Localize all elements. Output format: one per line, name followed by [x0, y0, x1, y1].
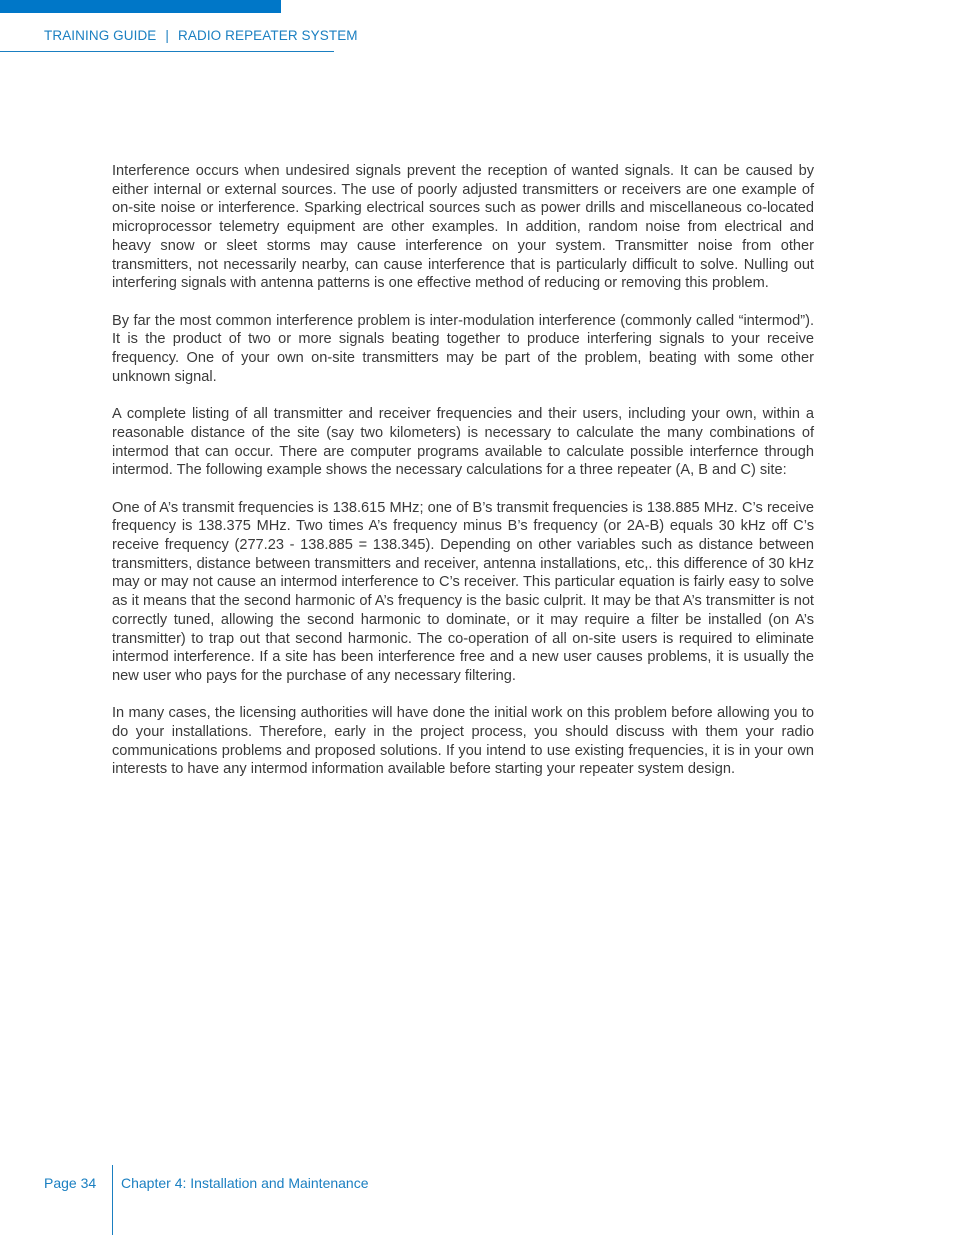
header-rule: [0, 51, 334, 52]
body-text: [112, 162, 814, 798]
running-header: [44, 28, 358, 43]
chapter-title: Chapter 4: Installation and Maintenance: [121, 1175, 369, 1191]
paragraph-interference-intro: Interference occurs when undesired signals prevent the reception of wanted signals. It can be caused by either internal or external sources. The use of poorly adjusted transmitters or receivers are one example of on-site noise or interference. Sparking electrical sources such as power drills and miscellaneous co-located microprocessor telemetry equipment are other examples. In addition, random noise from electrical and heavy snow or sleet storms may cause interference on your system. Transmitter noise from other transmitters, not necessarily nearby, can cause interference that is particularly difficult to solve. Nulling out interfering signals with antenna patterns is one effective method of reducing or removing this problem.: [112, 163, 814, 292]
page-number: Page 34: [44, 1175, 97, 1191]
paragraph-intermod: By far the most common interference problem is inter-modulation interference (commonly called “intermod”). It is the product of two or more signals beating together to produce interfering signals to your receive frequency. One of your own on-site transmitters may be part of the problem, beating with some other unknown signal.: [112, 312, 814, 385]
paragraph-licensing: In many cases, the licensing authorities will have done the initial work on this problem before allowing you to do your installations. Therefore, early in the project process, you should discuss with them your radio communications problems and proposed solutions. If you intend to use existing frequencies, it is in your own interests to have any intermod information available before starting your repeater system design.: [112, 705, 814, 778]
header-separator: |: [165, 28, 170, 43]
header-accent-bar: [0, 0, 281, 13]
paragraph-frequency-listing: A complete listing of all transmitter and receiver frequencies and their users, including your own, within a reasonable distance of the site (say two kilometers) is necessary to calculate the many combinations of intermod that can occur. There are computer programs available to calculate possible interfernce through intermod. The following example shows the necessary calculations for a three repeater (A, B and C) site:: [112, 406, 814, 479]
paragraph-example-calculation: One of A’s transmit frequencies is 138.615 MHz; one of B’s transmit frequencies is 138.885 MHz. C’s receive frequency is 138.375 MHz. Two times A’s frequency minus B’s frequency (or 2A-B) equals 30 kHz off C’s receive frequency (277.23 - 138.885 = 138.345). Depending on other variables such as distance between transmitters, distance between transmitters and receiver, antenna installations, etc,. this difference of 30 kHz may or may not cause an intermod interference to C’s receiver. This particular equation is fairly easy to solve as it means that the second harmonic of A’s frequency is the basic culprit. It may be that A’s transmitter is not correctly tuned, allowing the second harmonic to dominate, or it may require a filter be installed (on A’s transmitter) to trap out that second harmonic. The co-operation of all on-site users is required to eliminate intermod interference. If a site has been interference free and a new user causes problems, it is usually the new user who pays for the purchase of any necessary filtering.: [112, 499, 814, 684]
footer-divider: [112, 1165, 113, 1235]
header-system-title: RADIO REPEATER SYSTEM: [178, 28, 358, 43]
header-guide-title: TRAINING GUIDE: [44, 28, 157, 43]
